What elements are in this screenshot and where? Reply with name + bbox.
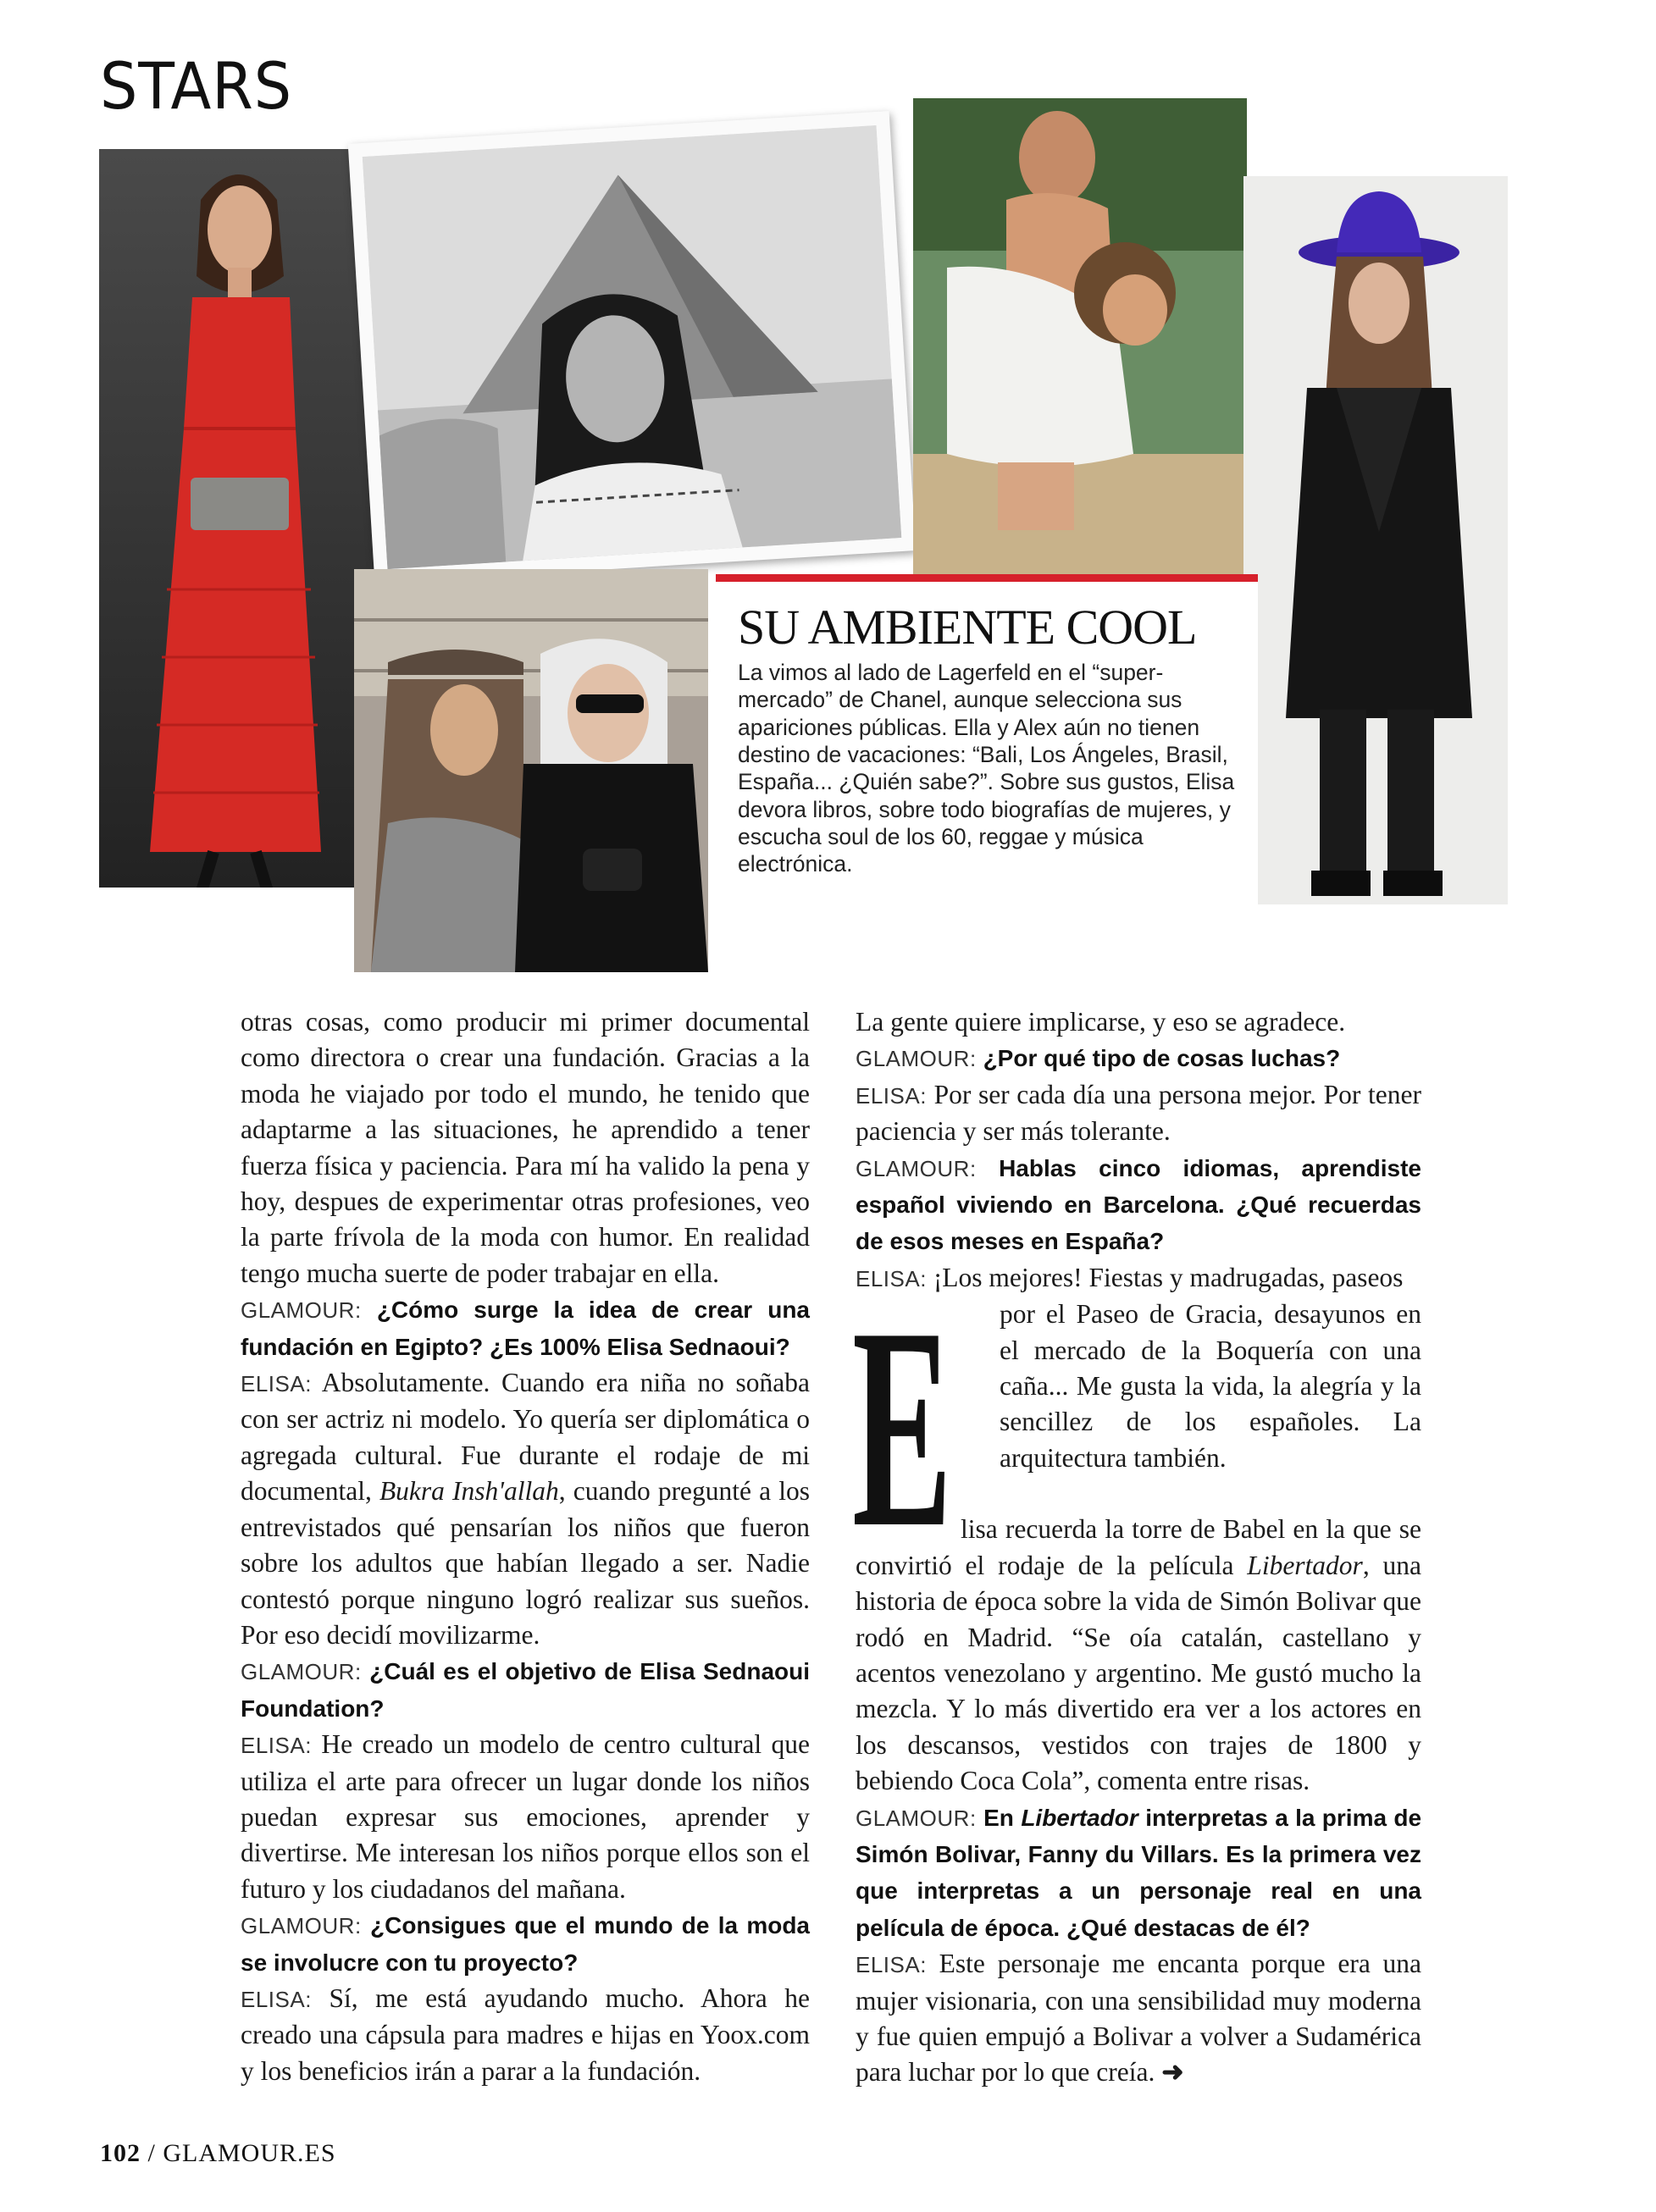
question (856, 1800, 1421, 1947)
interviewee-label: ELISA: (856, 1952, 927, 1978)
film-title: Libertador (1021, 1804, 1138, 1831)
caption-text: La vimos al lado de Lagerfeld en el “super-mercado” de Chanel, aunque selecciona sus apariciones públicas. Ella y Alex aún no tienen destino de vacaciones: “Bali, Los Ángeles, Brasil, España... ¿Quién sabe?”. Sobre sus gustos, Elisa devora libros, sobre todo biografías de mujeres, y escucha soul de los 60, reggae y música electrónica. (738, 659, 1235, 877)
paragraph: La gente quiere implicarse, y eso se agradece. (856, 1007, 1346, 1037)
photo-pyramid (348, 111, 917, 583)
interviewee-label: ELISA: (856, 1265, 927, 1291)
interviewee-label: ELISA: (241, 1371, 312, 1397)
question-text: ¿Consigues que el mundo de la moda se involucre con tu proyecto? (241, 1912, 810, 1976)
interviewer-label: GLAMOUR: (856, 1155, 977, 1181)
interviewer-label: GLAMOUR: (856, 1046, 977, 1072)
question (241, 1291, 810, 1365)
answer-text: Por ser cada día una persona mejor. Por tener paciencia y ser más tolerante. (856, 1079, 1421, 1147)
caption-title: SU AMBIENTE COOL (738, 600, 1197, 655)
photo-red-dress (99, 149, 387, 888)
article-right-column (856, 1004, 1421, 2091)
documentary-title: Bukra Insh'allah (379, 1476, 559, 1507)
question-text: interpretas a la prima de Simón Bolivar, Fanny du Villars. Es la primera vez que interpretas a un personaje real en una película de época. ¿Qué destacas de él? (856, 1804, 1422, 1941)
page-number: 102 (100, 2139, 141, 2167)
film-title: Libertador (1247, 1550, 1363, 1580)
interviewer-label: GLAMOUR: (856, 1805, 977, 1831)
answer (241, 1365, 810, 1653)
interviewee-label: ELISA: (241, 1986, 312, 2012)
question-text: ¿Cuál es el objetivo de Elisa Sednaoui Foundation? (241, 1658, 811, 1722)
question-text: Hablas cinco idiomas, aprendiste español viviendo en Barcelona. ¿Qué recuerdas de esos meses en España? (856, 1154, 1422, 1255)
answer-text: He creado un modelo de centro cultural que utiliza el arte para ofrecer un lugar donde los niños puedan expresar sus emociones, aprender y divertirse. Me interesan los niños porque ellos son el futuro y los ciudadanos del mañana. (241, 1729, 811, 1904)
answer-text: Absolutamente. Cuando era niña no soñaba con ser actriz ni modelo. Yo quería ser diplomática o agregada cultural. Fue durante el rodaje de mi documental, (241, 1368, 810, 1507)
question-text: ¿Cómo surge la idea de crear una fundación en Egipto? ¿Es 100% Elisa Sednaoui? (241, 1297, 810, 1360)
drop-cap-spacer (856, 1476, 1421, 1512)
answer (241, 1981, 810, 2089)
paragraph-text: , una historia de época sobre la vida de Simón Bolivar que rodó en Madrid. “Se oía catalán, castellano y acentos venezolano y argentino. Me gustó mucho la mezcla. Y lo más divertido era ver a los actores en los descansos, vestidos con trajes de 1800 y bebiendo Coca Cola”, comenta entre risas. (856, 1550, 1422, 1796)
question (241, 1907, 810, 1981)
page-footer (100, 2139, 336, 2168)
section-label: STARS (100, 48, 293, 124)
site-name: GLAMOUR.ES (163, 2139, 336, 2167)
interviewer-label: GLAMOUR: (241, 1659, 362, 1685)
answer (241, 1727, 810, 1907)
paragraph: otras cosas, como producir mi primer documental como directora o crear una fundación. Gracias a la moda he viajado por todo el mundo, he tenido que adaptarme a las situaciones, he aprendido a tener fuerza física y paciencia. Para mí ha valido la pena y hoy, despues de experimentar otras profesiones, veo la parte frívola de la moda con humor. En realidad tengo mucha suerte de poder trabajar en ella. (241, 1007, 810, 1288)
drop-cap-glyph: E (852, 1321, 952, 1533)
answer-text: ¡Los mejores! Fiestas y madrugadas, paseos (933, 1262, 1404, 1292)
continue-arrow-icon: ➜ (1161, 2057, 1184, 2088)
answer-text: , cuando pregunté a los entrevistados qué pensarían los niños que fueron sobre los adultos que habían llegado a ser. Nadie contestó porque ninguno logró realizar sus sueños. Por eso decidí movilizarme. (241, 1476, 810, 1650)
question (856, 1150, 1421, 1260)
question-text: En (983, 1804, 1014, 1831)
interviewer-label: GLAMOUR: (241, 1297, 362, 1324)
photo-hat (1243, 176, 1508, 904)
answer-text: Sí, me está ayudando mucho. Ahora he creado una cápsula para madres e hijas en Yoox.com y los beneficios irán a parar a la fundación. (241, 1983, 810, 2086)
question (856, 1040, 1421, 1076)
answer (856, 1077, 1421, 1150)
caption-box (716, 574, 1258, 913)
footer-separator: / (147, 2139, 156, 2167)
photo-beach (913, 98, 1247, 574)
question-text: ¿Por qué tipo de cosas luchas? (983, 1045, 1341, 1072)
paragraph (856, 1512, 1421, 1799)
paragraph-text: se convirtió el rodaje de la película (856, 1514, 1421, 1580)
interviewee-label: ELISA: (856, 1082, 927, 1109)
paragraph-start: lisa recuerda la torre de Babel en la que (961, 1514, 1392, 1545)
interviewee-label: ELISA: (241, 1733, 312, 1759)
photo-lagerfeld (354, 569, 708, 972)
article-left-column (241, 1004, 810, 2089)
interviewer-label: GLAMOUR: (241, 1913, 362, 1939)
answer-text: Este personaje me encanta porque era una mujer visionaria, con una sensibilidad muy moderna y fue quien empujó a Bolivar a volver a Sudamérica para luchar por lo que creía. (856, 1949, 1422, 2088)
answer-continued: por el Paseo de Gracia, desayunos en el mercado de la Boquería con una caña... Me gusta la vida, la alegría y la sencillez de los españoles. La arquitectura también. (1000, 1299, 1421, 1473)
answer (856, 1260, 1421, 1297)
question (241, 1653, 810, 1727)
answer (856, 1946, 1421, 2091)
